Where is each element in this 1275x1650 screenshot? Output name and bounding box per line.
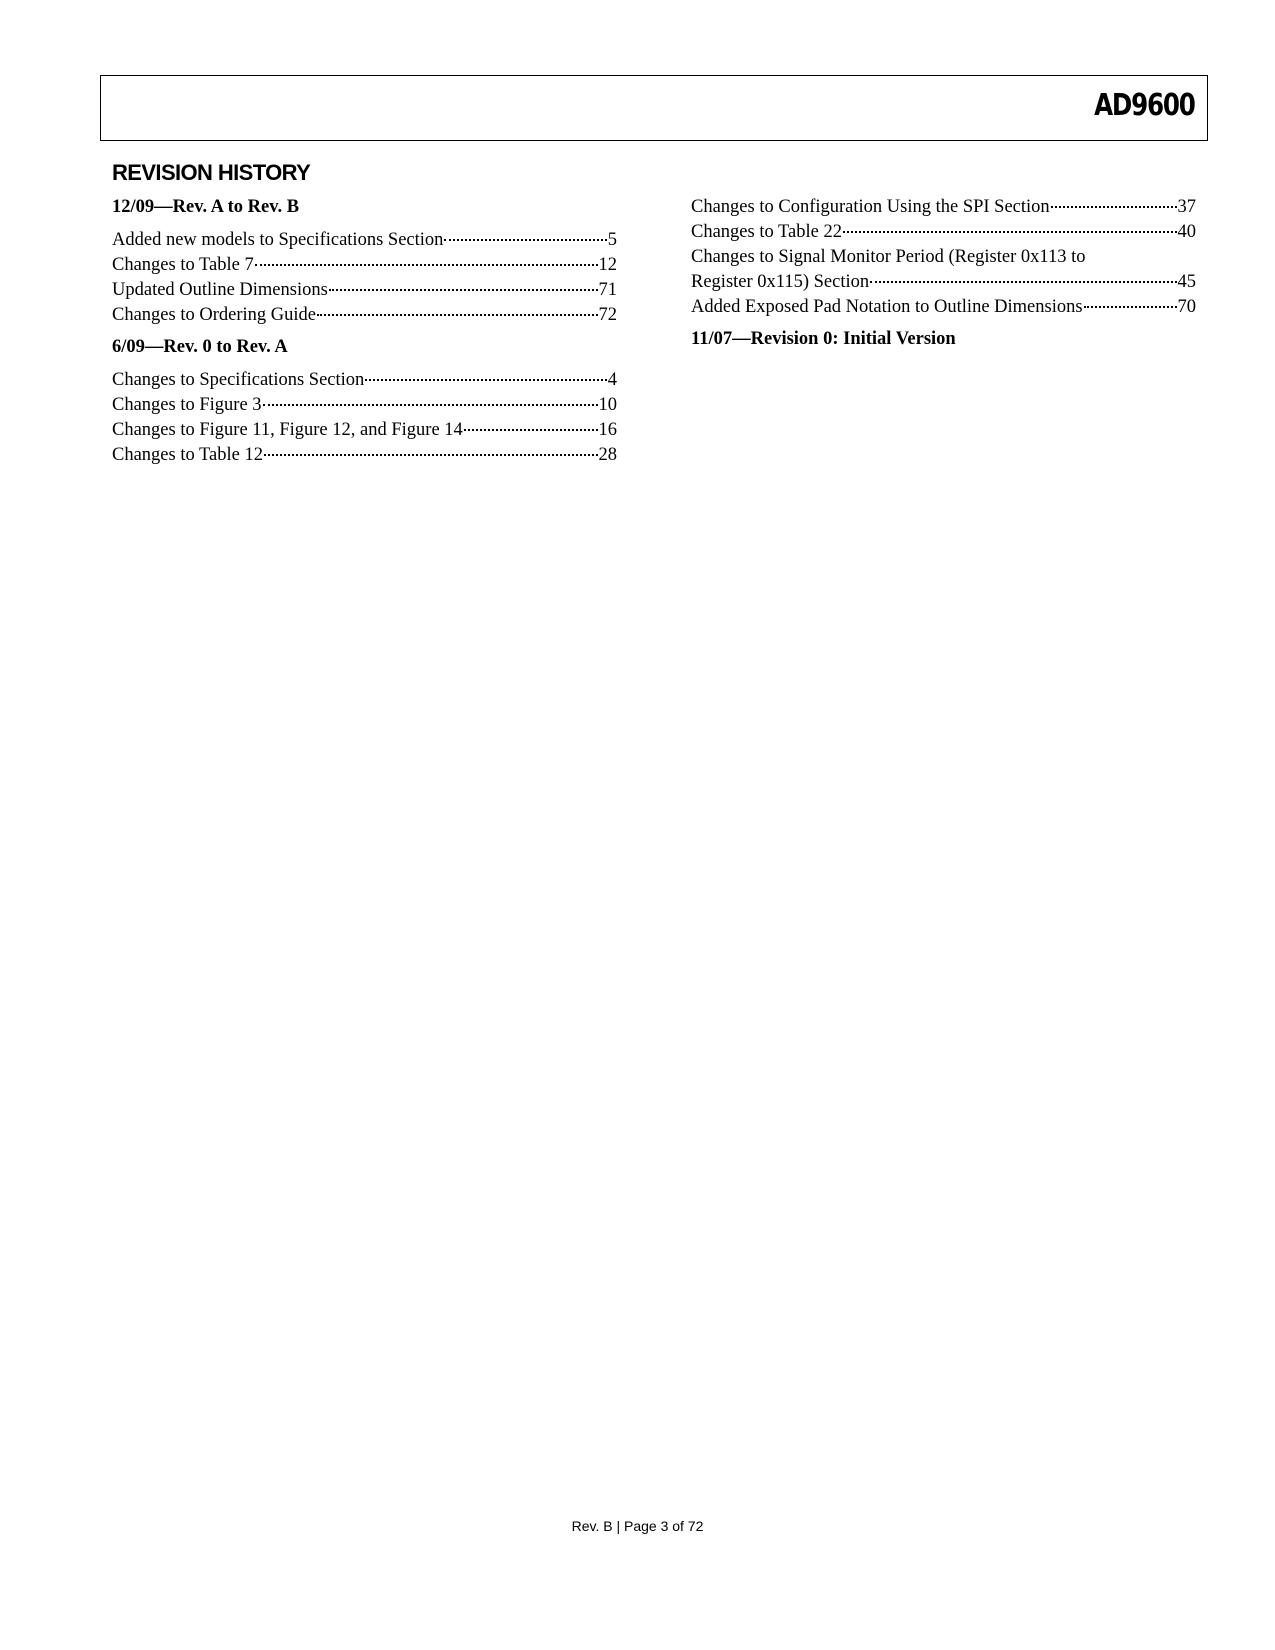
- entry-page: 45: [1177, 272, 1196, 292]
- entry-page: 72: [598, 305, 617, 325]
- revision-entry-continuation: [691, 270, 1196, 295]
- entry-text: Changes to Table 12: [112, 445, 263, 465]
- dot-leader: [317, 314, 598, 316]
- entry-page: 16: [598, 420, 617, 440]
- entry-page: 12: [598, 255, 617, 275]
- dot-leader: [263, 404, 598, 406]
- page-footer: Rev. B | Page 3 of 72: [571, 1518, 704, 1534]
- revision-heading: 6/09—Rev. 0 to Rev. A: [112, 337, 288, 357]
- entry-page: 37: [1177, 197, 1196, 217]
- entry-page: 4: [607, 370, 617, 390]
- entry-page: 71: [598, 280, 617, 300]
- revision-entry: [691, 295, 1196, 320]
- entry-text-line2: Register 0x115) Section: [691, 272, 870, 292]
- dot-leader: [365, 379, 606, 381]
- dot-leader: [870, 281, 1176, 283]
- entry-text: Changes to Configuration Using the SPI Section: [691, 197, 1050, 217]
- entry-text: Added new models to Specifications Section: [112, 230, 444, 250]
- entry-text: Changes to Ordering Guide: [112, 305, 316, 325]
- entry-text: Changes to Table 22: [691, 222, 842, 242]
- revision-history-left-column: [112, 195, 617, 468]
- revision-entry: [691, 195, 1196, 220]
- dot-leader: [255, 264, 598, 266]
- dot-leader: [1084, 306, 1177, 308]
- entry-text: Changes to Table 7: [112, 255, 254, 275]
- entry-text: Updated Outline Dimensions: [112, 280, 328, 300]
- dot-leader: [464, 429, 598, 431]
- revision-entry: [112, 253, 617, 278]
- entry-text: Changes to Figure 11, Figure 12, and Figure 14: [112, 420, 463, 440]
- revision-entry: [112, 443, 617, 468]
- entry-text: Added Exposed Pad Notation to Outline Dimensions: [691, 297, 1083, 317]
- revision-entry: [112, 368, 617, 393]
- entry-page: 40: [1177, 222, 1196, 242]
- entry-page: 10: [598, 395, 617, 415]
- entry-text: Changes to Figure 3: [112, 395, 262, 415]
- dot-leader: [329, 289, 598, 291]
- revision-history-right-column: [691, 195, 1196, 360]
- entry-text: Changes to Specifications Section: [112, 370, 365, 390]
- revision-entry: [112, 393, 617, 418]
- revision-entry: [112, 418, 617, 443]
- part-number: AD9600: [1094, 88, 1195, 123]
- dot-leader: [444, 239, 606, 241]
- revision-entry: [112, 278, 617, 303]
- entry-page: 5: [607, 230, 617, 250]
- revision-entry: [691, 220, 1196, 245]
- revision-heading: 12/09—Rev. A to Rev. B: [112, 197, 300, 217]
- section-title: REVISION HISTORY: [112, 160, 311, 185]
- dot-leader: [1051, 206, 1177, 208]
- revision-entry-multiline: [691, 245, 1196, 295]
- revision-heading: 11/07—Revision 0: Initial Version: [691, 329, 956, 349]
- revision-entry: [112, 228, 617, 253]
- entry-page: 28: [598, 445, 617, 465]
- dot-leader: [843, 231, 1177, 233]
- entry-text-line1: Changes to Signal Monitor Period (Register 0x113 to: [691, 247, 1086, 267]
- document-header: [100, 75, 1208, 141]
- entry-page: 70: [1177, 297, 1196, 317]
- revision-entry: [112, 303, 617, 328]
- dot-leader: [264, 454, 598, 456]
